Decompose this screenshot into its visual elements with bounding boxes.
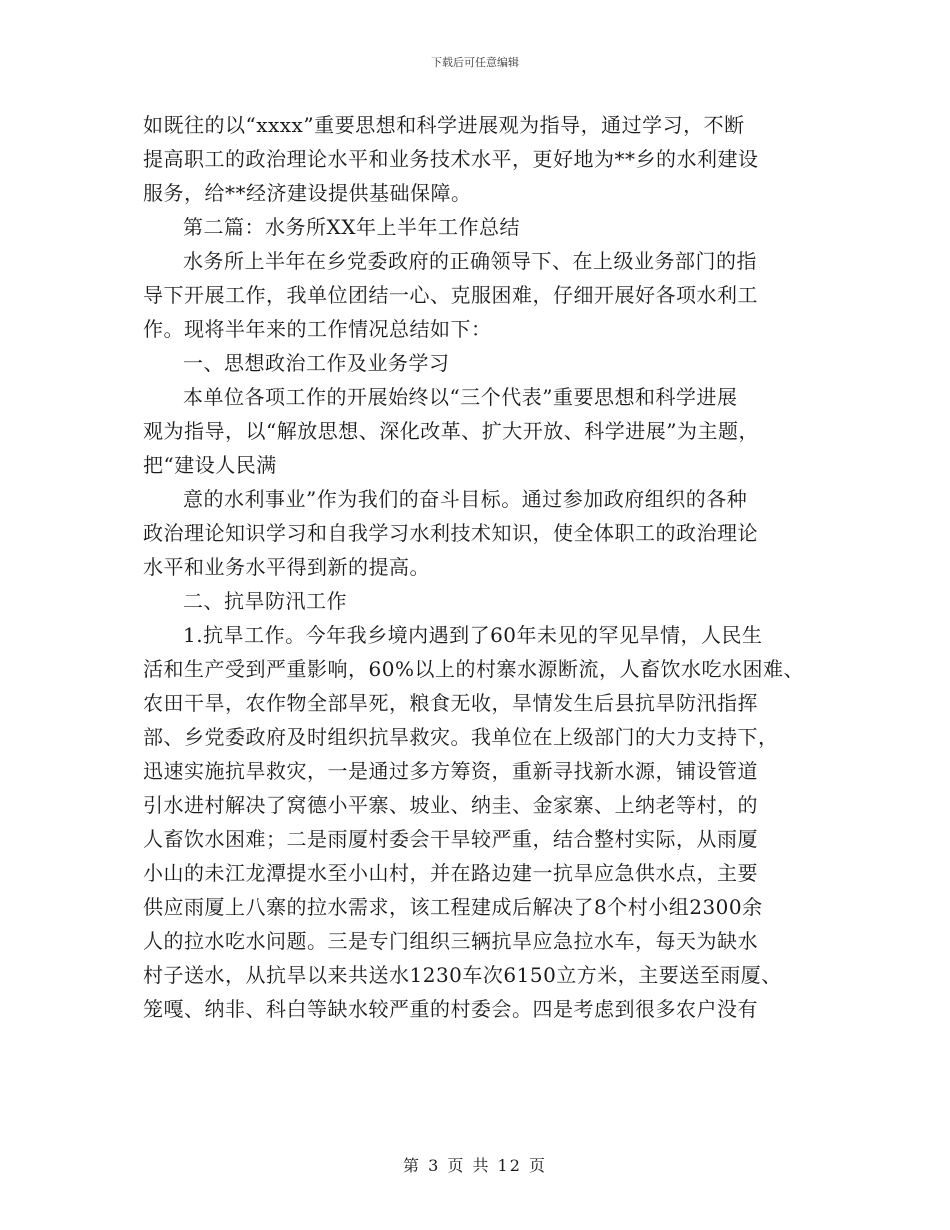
- text-line: 一、思想政治工作及业务学习: [183, 351, 450, 375]
- text-line: 作。现将半年来的工作情况总结如下：: [143, 317, 492, 341]
- document-body: [143, 108, 823, 1026]
- page-header: 下载后可任意编辑: [431, 56, 519, 69]
- text-line: 迅速实施抗旱救灾，一是通过多方筹资，重新寻找新水源，铺设管道: [143, 759, 758, 783]
- text-line: 如既往的以“xxxx”重要思想和科学进展观为指导，通过学习，不断: [143, 113, 745, 137]
- text-line: 水平和业务水平得到新的提高。: [143, 555, 430, 579]
- text-line: 人畜饮水困难；二是雨厦村委会干旱较严重，结合整村实际，从雨厦: [143, 827, 758, 851]
- text-line: 人的拉水吃水问题。三是专门组织三辆抗旱应急拉水车，每天为缺水: [143, 929, 758, 953]
- text-line: 政治理论知识学习和自我学习水利技术知识，使全体职工的政治理论: [143, 521, 758, 545]
- text-line: 导下开展工作，我单位团结一心、克服困难，仔细开展好各项水利工: [143, 283, 758, 307]
- text-line: 本单位各项工作的开展始终以“三个代表”重要思想和科学进展: [183, 385, 738, 409]
- text-line: 部、乡党委政府及时组织抗旱救灾。我单位在上级部门的大力支持下，: [143, 725, 779, 749]
- text-line: 引水进村解决了窝德小平寨、坡业、纳圭、金家寨、上纳老等村，的: [143, 793, 758, 817]
- text-line: 观为指导，以“解放思想、深化改革、扩大开放、科学进展”为主题，: [143, 419, 759, 443]
- text-line: 水务所上半年在乡党委政府的正确领导下、在上级业务部门的指: [183, 249, 757, 273]
- text-line: 第二篇：水务所XX年上半年工作总结: [183, 215, 520, 239]
- text-line: 活和生产受到严重影响，60%以上的村寨水源断流，人畜饮水吃水困难、: [143, 657, 804, 681]
- text-line: 服务，给**经济建设提供基础保障。: [143, 181, 472, 205]
- text-line: 1.抗旱工作。今年我乡境内遇到了60年未见的罕见旱情，人民生: [183, 623, 763, 647]
- text-line: 供应雨厦上八寨的拉水需求，该工程建成后解决了8个村小组2300余: [143, 895, 763, 919]
- page-number: 第 3 页 共 12 页: [403, 1156, 547, 1175]
- text-line: 把“建设人民满: [143, 453, 277, 477]
- text-line: 小山的未江龙潭提水至小山村，并在路边建一抗旱应急供水点，主要: [143, 861, 758, 885]
- text-line: 农田干旱，农作物全部旱死，粮食无收，旱情发生后县抗旱防汛指挥: [143, 691, 758, 715]
- text-line: 意的水利事业”作为我们的奋斗目标。通过参加政府组织的各种: [183, 487, 748, 511]
- text-line: 二、抗旱防汛工作: [183, 589, 347, 613]
- text-line: 村子送水，从抗旱以来共送水1230车次6150立方米，主要送至雨厦、: [143, 963, 782, 987]
- text-line: 提高职工的政治理论水平和业务技术水平，更好地为**乡的水利建设: [143, 147, 759, 171]
- text-line: 笼嘎、纳非、科白等缺水较严重的村委会。四是考虑到很多农户没有: [143, 997, 758, 1021]
